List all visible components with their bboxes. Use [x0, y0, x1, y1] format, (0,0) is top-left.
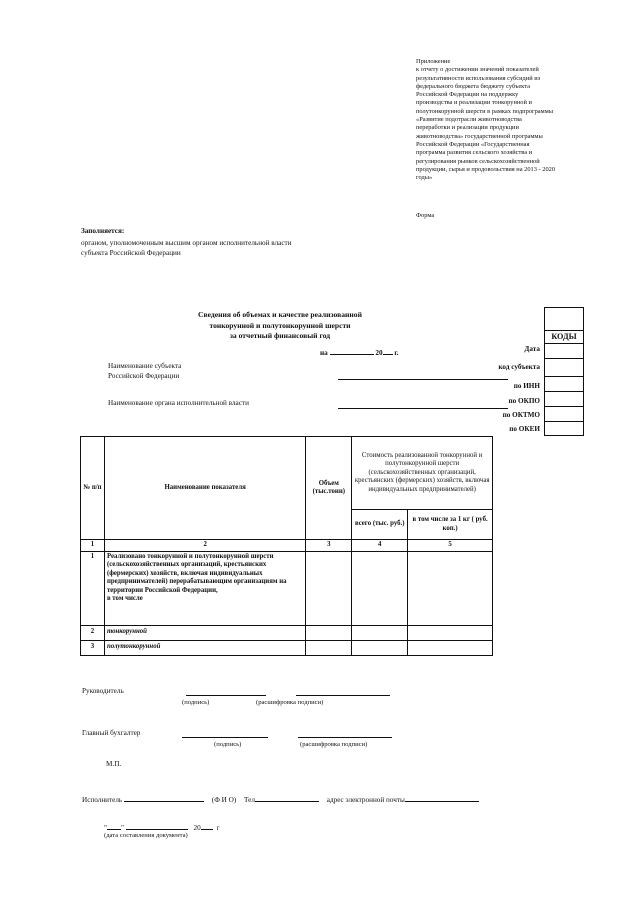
- head-sign-caption: (подпись): [182, 699, 210, 706]
- row-num: 3: [81, 640, 105, 655]
- row-per-kg-cell[interactable]: [408, 640, 493, 655]
- header-cost: Стоимость реализованной тонкорунной и полутонкорунной шерсти (сельскохозяйственных организаций, крестьянских (фермерских) хозяйств, включая индивидуальных предпринимателей): [352, 437, 493, 510]
- code-cell-date[interactable]: [545, 343, 583, 358]
- filled-by-heading: Заполняется:: [81, 227, 125, 235]
- row-name-note: в том числе: [106, 595, 143, 602]
- code-cell-okei[interactable]: [545, 421, 583, 435]
- appendix-line: полутонкорунной шерсти в рамках подпрограммы: [416, 107, 554, 115]
- filled-by-line: субъекта Российской Федерации: [81, 249, 181, 257]
- executor-field[interactable]: [124, 793, 204, 802]
- row-volume-cell[interactable]: [306, 640, 352, 655]
- code-label-inn: по ИНН: [513, 382, 540, 390]
- row-name: тонкорунной: [104, 625, 305, 640]
- subject-label: [108, 361, 181, 381]
- code-cell-oktmo[interactable]: [545, 406, 583, 421]
- date-quote-open: ": [104, 824, 107, 832]
- row-per-kg-cell[interactable]: [408, 551, 493, 625]
- code-label-oktmo: по ОКТМО: [502, 411, 540, 419]
- column-number: 4: [352, 540, 408, 552]
- appendix-line: производства и реализации тонкорунной и: [416, 99, 532, 107]
- phone-field[interactable]: [255, 793, 319, 802]
- subject-label-line: Наименование субъекта: [108, 362, 182, 370]
- code-label-subject: код субъекта: [498, 363, 540, 371]
- accountant-decode-caption: (расшифровка подписи): [300, 741, 368, 748]
- column-number: 3: [306, 540, 352, 552]
- codes-box: [544, 307, 584, 436]
- phone-label: Тел: [244, 796, 255, 804]
- document-title: [180, 310, 380, 342]
- row-volume-cell[interactable]: [306, 625, 352, 640]
- column-number: 5: [408, 540, 493, 552]
- row-name: полутонкорунной: [104, 640, 305, 655]
- accountant-decode-field[interactable]: [298, 737, 392, 738]
- executor-row: [82, 793, 479, 804]
- email-label: адрес электронной почты: [326, 796, 405, 804]
- document-date-caption: (дата составления документа): [104, 832, 188, 839]
- accountant-sign-caption: (подпись): [214, 741, 242, 748]
- head-sign-field[interactable]: [186, 695, 266, 696]
- accountant-sign-field[interactable]: [182, 737, 268, 738]
- form-label: Форма: [416, 212, 435, 219]
- head-label: Руководитель: [82, 687, 124, 695]
- title-line: тонкорунной и полутонкорунной шерсти: [209, 320, 351, 330]
- table-row: [81, 625, 493, 640]
- column-number: 2: [104, 540, 305, 552]
- filled-by-line: органом, уполномоченным высшим органом исполнительной власти: [81, 239, 292, 247]
- title-line: за отчетный финансовый год: [229, 331, 331, 340]
- appendix-line: к отчету о достижении значений показателей: [416, 66, 539, 74]
- table-row: [81, 640, 493, 655]
- appendix-line: Российской Федерации «Государственная: [416, 140, 530, 148]
- row-num: 2: [81, 625, 105, 640]
- header-per-kg: в том числе за 1 кг ( руб. коп.): [408, 510, 493, 540]
- appendix-note: [416, 58, 616, 182]
- appendix-line: переработки и реализации продукции: [416, 124, 519, 132]
- row-name-text: Реализовано тонкорунной и полутонкорунной шерсти (сельскохозяйственных организаций, крестьянских (фермерских) хозяйств, включая индивидуальных предпринимателей) перерабатывающим организациям на территории Российской Федерации,: [106, 552, 287, 594]
- filled-by-text: [81, 238, 381, 258]
- row-num: 1: [81, 551, 105, 625]
- appendix-heading: Приложение: [416, 58, 451, 65]
- code-label-okpo: по ОКПО: [508, 397, 540, 405]
- header-total: всего (тыс. руб.): [352, 510, 408, 540]
- codes-header: КОДЫ: [545, 330, 583, 343]
- authority-field[interactable]: [338, 408, 508, 409]
- codes-box-top: [545, 308, 583, 330]
- row-name: [104, 551, 305, 625]
- date-quote-close: ": [120, 824, 124, 832]
- appendix-line: программа развития сельского хозяйства и: [416, 149, 533, 157]
- row-total-cell[interactable]: [352, 640, 408, 655]
- document-date-row: [104, 821, 219, 832]
- doc-year-prefix: 20: [193, 824, 201, 832]
- executor-label: Исполнитель: [82, 796, 123, 804]
- code-label-date: Дата: [524, 345, 540, 353]
- report-date-row: [320, 346, 399, 357]
- accountant-label: Главный бухгалтер: [82, 729, 141, 737]
- indicators-table: [80, 436, 493, 656]
- doc-month-field[interactable]: [126, 821, 188, 830]
- header-name: Наименование показателя: [104, 437, 305, 540]
- appendix-line: результативности использования субсидий из: [416, 74, 541, 82]
- row-volume-cell[interactable]: [306, 551, 352, 625]
- fio-label: (Ф И О): [211, 796, 237, 804]
- row-total-cell[interactable]: [352, 625, 408, 640]
- table-row: [81, 551, 493, 625]
- appendix-line: Российской Федерации на поддержку: [416, 91, 519, 99]
- authority-label: Наименование органа исполнительной власти: [108, 399, 249, 407]
- email-field[interactable]: [405, 793, 479, 802]
- date-year-field[interactable]: [383, 346, 393, 355]
- date-suffix: г.: [394, 349, 399, 357]
- doc-date-suffix: г: [216, 824, 220, 832]
- title-line: Сведения об объемах и качестве реализованной: [198, 310, 362, 319]
- appendix-line: регулирования рынков сельскохозяйственной: [416, 157, 540, 165]
- column-number: 1: [81, 540, 105, 552]
- code-cell-inn[interactable]: [545, 376, 583, 391]
- header-volume: Объем (тыс.тонн): [306, 437, 352, 540]
- appendix-line: продукции, сырья и продовольствия на 2013 - 2020: [416, 165, 556, 173]
- date-prefix: на: [320, 349, 328, 357]
- code-cell-okpo[interactable]: [545, 391, 583, 406]
- code-cell-subject[interactable]: [545, 358, 583, 376]
- header-num: № п/п: [81, 437, 105, 540]
- subject-label-line: Российской Федерации: [108, 372, 180, 380]
- row-per-kg-cell[interactable]: [408, 625, 493, 640]
- appendix-line: животноводства» государственной программы: [416, 132, 543, 140]
- date-day-field[interactable]: [330, 346, 374, 355]
- doc-year-field[interactable]: [201, 821, 213, 830]
- doc-day-field[interactable]: [107, 821, 121, 830]
- appendix-line: «Развитие подотрасли животноводства: [416, 116, 522, 124]
- date-year: 20: [375, 349, 383, 357]
- appendix-line: федерального бюджета бюджету субъекта: [416, 82, 530, 90]
- head-decode-field[interactable]: [296, 695, 390, 696]
- appendix-line: годы»: [416, 174, 433, 182]
- code-label-okei: по ОКЕИ: [509, 425, 540, 433]
- head-decode-caption: (расшифровка подписи): [256, 699, 324, 706]
- subject-field[interactable]: [338, 379, 508, 380]
- stamp-label: М.П.: [106, 760, 122, 768]
- row-total-cell[interactable]: [352, 551, 408, 625]
